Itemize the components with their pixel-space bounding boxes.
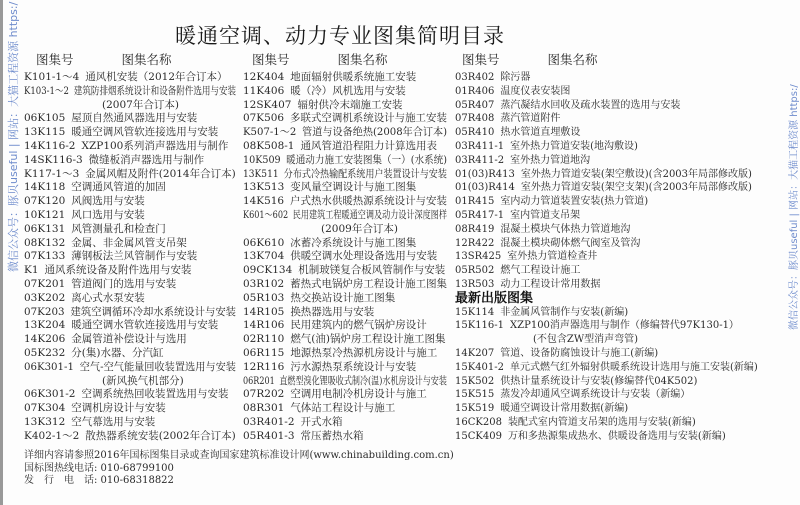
atlas-code: K601～602 bbox=[243, 208, 289, 221]
atlas-code: 02R110 bbox=[243, 333, 285, 346]
catalog-entry bbox=[243, 264, 445, 278]
atlas-code: 15K114 bbox=[455, 306, 495, 318]
atlas-name: 燃气(油)锅炉房工程设计施工图集 bbox=[290, 333, 446, 346]
atlas-code: 03R401-2 bbox=[243, 415, 295, 428]
footer-note: 详细内容请参照2016年国标图集目录或查询国家建筑标准设计网(www.chinabuilding.com.cn) bbox=[24, 450, 454, 461]
catalog-entry bbox=[243, 292, 395, 306]
catalog-entry bbox=[455, 223, 630, 237]
catalog-entry bbox=[455, 319, 739, 333]
catalog-entry bbox=[455, 85, 570, 99]
catalog-entry bbox=[24, 333, 187, 347]
atlas-name-continuation: (新风换气机部分) bbox=[102, 374, 184, 387]
section-heading: 最新出版图集 bbox=[455, 290, 534, 306]
atlas-code: K402-1～2 bbox=[24, 429, 80, 442]
atlas-code: 12R116 bbox=[243, 360, 285, 373]
column-header-1 bbox=[36, 50, 172, 68]
atlas-code: 13K115 bbox=[24, 126, 66, 139]
atlas-code: 05R401-3 bbox=[243, 429, 295, 442]
catalog-entry bbox=[243, 85, 406, 99]
catalog-entry bbox=[243, 333, 446, 347]
atlas-code: 14K118 bbox=[24, 181, 66, 194]
atlas-name: 空调系统热回收装置选用与安装 bbox=[81, 388, 229, 401]
atlas-name: 建筑防排烟系统设计和设备附件选用与安装 bbox=[73, 84, 237, 97]
catalog-entry bbox=[455, 278, 600, 292]
header-name: 图集名称 bbox=[547, 52, 598, 67]
atlas-code: 07K133 bbox=[24, 250, 66, 263]
atlas-code: 14K116-2 bbox=[24, 139, 76, 152]
atlas-name: 暖（冷）风机选用与安装 bbox=[290, 84, 406, 97]
catalog-entry bbox=[455, 237, 640, 251]
atlas-name: 蒸发冷却通风空调系统设计与安装（新编） bbox=[500, 389, 691, 401]
atlas-code: 14K516 bbox=[243, 195, 285, 208]
atlas-code: 14K206 bbox=[24, 333, 66, 346]
atlas-name: 蒸汽管道附件 bbox=[500, 113, 561, 125]
catalog-entry bbox=[243, 99, 402, 113]
atlas-name: 金属管道补偿设计与选用 bbox=[71, 333, 187, 346]
atlas-name: 管道阀门的选用与安装 bbox=[71, 277, 177, 290]
atlas-code: 13K704 bbox=[243, 250, 285, 263]
atlas-code: 03R102 bbox=[243, 277, 285, 290]
catalog-entry bbox=[243, 250, 437, 264]
catalog-entry bbox=[243, 71, 416, 85]
catalog-entry bbox=[243, 319, 427, 333]
atlas-name: 金属风帽及附件(2014年合订本) bbox=[85, 167, 236, 180]
atlas-code: 07K304 bbox=[24, 402, 66, 415]
atlas-code: 01(03)R414 bbox=[455, 182, 515, 194]
atlas-name: 空气幕选用与安装 bbox=[71, 415, 156, 428]
atlas-code: 01(03)R413 bbox=[455, 168, 515, 180]
catalog-entry bbox=[455, 306, 628, 320]
catalog-entry bbox=[455, 181, 752, 195]
atlas-code: 13R503 bbox=[455, 278, 495, 290]
catalog-entry bbox=[243, 388, 427, 402]
catalog-entry bbox=[24, 306, 236, 320]
footer bbox=[24, 450, 454, 488]
catalog-entry bbox=[24, 126, 218, 140]
atlas-code: 06K610 bbox=[243, 236, 285, 249]
atlas-name: 温度仪表安装图 bbox=[500, 85, 571, 97]
atlas-code: 06K301-1 bbox=[24, 360, 74, 373]
atlas-name: 室外热力管道安装(架空支架)(含2003年局部修改版) bbox=[520, 182, 752, 194]
atlas-code: 05R410 bbox=[455, 127, 495, 139]
catalog-entry bbox=[24, 264, 192, 278]
atlas-code: 15CK409 bbox=[455, 430, 502, 442]
footer-sales-phone: 发 行 电 话: 010-68318822 bbox=[24, 475, 174, 486]
atlas-name: 蓄热式电锅炉房工程设计施工图集 bbox=[290, 277, 447, 290]
catalog-entry bbox=[243, 402, 395, 416]
catalog-entry bbox=[243, 195, 447, 209]
atlas-code: 15K401-2 bbox=[455, 361, 505, 373]
catalog-entry bbox=[24, 292, 145, 306]
atlas-code: 13K204 bbox=[24, 319, 66, 332]
atlas-name-continuation: (不包含ZW型消声弯管) bbox=[533, 334, 639, 346]
catalog-entry bbox=[24, 71, 228, 85]
atlas-name: 机制玻镁复合板风管制作与安装 bbox=[298, 264, 446, 277]
catalog-entry bbox=[243, 140, 437, 154]
atlas-name: 空调机房设计与安装 bbox=[71, 402, 166, 415]
atlas-name: 通风管道沿程阻力计算选用表 bbox=[300, 139, 437, 152]
atlas-name: 通风机安装（2012年合订本） bbox=[85, 71, 228, 83]
page-title: 暖通空调、动力专业图集简明目录 bbox=[175, 24, 505, 48]
watermark-left: 微信公众号：豚贝useful | 网站：大猫工程资源 https:/ bbox=[7, 1, 20, 272]
atlas-code: 15K519 bbox=[455, 403, 495, 415]
atlas-code: 14R106 bbox=[243, 319, 285, 332]
atlas-code: 05R502 bbox=[455, 265, 495, 277]
atlas-name: 混凝土模块气体热力管道地沟 bbox=[500, 223, 631, 235]
catalog-entry bbox=[24, 209, 145, 223]
catalog-entry bbox=[455, 402, 628, 416]
atlas-name: 气体站工程设计与施工 bbox=[290, 402, 396, 415]
catalog-entry bbox=[243, 430, 364, 444]
catalog-entry bbox=[455, 388, 690, 402]
header-code: 图集号 bbox=[252, 52, 290, 67]
atlas-code: 12SK407 bbox=[243, 98, 292, 111]
atlas-name: 暖通空调风管软连接选用与安装 bbox=[71, 126, 219, 139]
atlas-name: 散热器系统安装(2002年合订本) bbox=[85, 429, 236, 442]
atlas-code: 11K406 bbox=[243, 84, 285, 97]
atlas-code: 06K131 bbox=[24, 222, 66, 235]
atlas-name: 供暖空调水处理设备选用与安装 bbox=[290, 250, 438, 263]
atlas-name: 空调用电制冷机房设计与施工 bbox=[290, 388, 427, 401]
footer-hotline: 国标图热线电话: 010-68799100 bbox=[24, 462, 174, 474]
atlas-code: 03R402 bbox=[455, 72, 495, 83]
atlas-name: 民用建筑工程暖通空调及动力设计深度图样 bbox=[292, 208, 448, 221]
atlas-code: 07R202 bbox=[243, 388, 285, 401]
atlas-name: 冰蓄冷系统设计与施工图集 bbox=[290, 236, 417, 249]
atlas-code: 06K301-2 bbox=[24, 388, 76, 401]
catalog-entry bbox=[24, 430, 236, 444]
catalog-entry bbox=[455, 112, 560, 126]
atlas-name: 地面辐射供暖系统施工安装 bbox=[290, 71, 417, 83]
atlas-code: 10K509 bbox=[243, 153, 281, 166]
catalog-entry bbox=[455, 209, 580, 223]
atlas-code: 08R419 bbox=[455, 223, 495, 235]
atlas-code: 10K121 bbox=[24, 208, 66, 221]
atlas-code: 06R201 bbox=[243, 374, 275, 387]
atlas-name: 换热器选用与安装 bbox=[290, 305, 375, 318]
atlas-code: 05K232 bbox=[24, 346, 66, 359]
catalog-entry bbox=[455, 416, 696, 430]
catalog-entry bbox=[243, 237, 416, 251]
header-name: 图集名称 bbox=[121, 52, 172, 67]
atlas-name: 动力工程设计常用数据 bbox=[500, 278, 601, 290]
catalog-entry bbox=[24, 402, 166, 416]
atlas-code: 07K120 bbox=[24, 195, 66, 208]
atlas-code: 13SR425 bbox=[455, 251, 502, 263]
atlas-name: XZP100消声器选用与制作（修编替代97K130-1） bbox=[510, 320, 739, 332]
atlas-name: 常压蓄热水箱 bbox=[300, 429, 364, 442]
atlas-name: 热水管道直埋敷设 bbox=[500, 127, 581, 139]
atlas-code: K507-1～2 bbox=[243, 126, 297, 139]
catalog-entry bbox=[24, 85, 236, 99]
catalog-entry bbox=[455, 154, 590, 168]
atlas-name: 分(集)水器、分汽缸 bbox=[71, 346, 164, 359]
atlas-code: 05R417-1 bbox=[455, 209, 505, 221]
catalog-entry bbox=[243, 361, 416, 375]
atlas-name: 变风量空调设计与施工图集 bbox=[290, 181, 417, 194]
catalog-entry bbox=[24, 154, 204, 168]
catalog-entry bbox=[243, 209, 447, 223]
atlas-code: 06K105 bbox=[24, 112, 66, 125]
catalog-entry bbox=[455, 195, 648, 209]
atlas-code: K103-1～2 bbox=[24, 84, 69, 97]
column-header-3 bbox=[462, 50, 598, 68]
atlas-name: 暖通空调设计常用数据(新编) bbox=[500, 403, 629, 415]
atlas-name: 地源热泵冷热源机房设计与施工 bbox=[290, 346, 438, 359]
atlas-name: 燃气工程设计施工 bbox=[500, 265, 581, 277]
atlas-code: 08K508-1 bbox=[243, 139, 295, 152]
catalog-entry bbox=[24, 388, 228, 402]
atlas-code: K117-1～3 bbox=[24, 167, 80, 180]
atlas-name: 风管测量孔和检查门 bbox=[71, 222, 166, 235]
atlas-name: 分布式冷热输配系统用户装置设计与安装 bbox=[283, 167, 447, 180]
atlas-code: 08K132 bbox=[24, 236, 66, 249]
catalog-entry bbox=[24, 181, 166, 195]
atlas-name: 室内动力管道装置安装(热力管道) bbox=[500, 196, 649, 208]
catalog-entry bbox=[243, 154, 447, 168]
atlas-name: 热交换站设计施工图集 bbox=[290, 291, 396, 304]
catalog-entry bbox=[24, 237, 187, 251]
atlas-name: 暖通空调水管软连接选用与安装 bbox=[71, 319, 219, 332]
atlas-name: 空气-空气能量回收装置选用与安装 bbox=[79, 360, 236, 373]
atlas-name: 金属、非金属风管支吊架 bbox=[71, 236, 187, 249]
atlas-code: 03R411-1 bbox=[455, 140, 505, 152]
atlas-code: 01R415 bbox=[455, 196, 495, 208]
atlas-name: 通风系统设备及附件选用与安装 bbox=[44, 264, 192, 277]
atlas-name: 直燃型溴化锂吸收式制冷(温)水机房设计与安装 bbox=[279, 374, 447, 387]
atlas-name: 室外热力管道检查井 bbox=[507, 251, 598, 263]
catalog-entry bbox=[243, 112, 447, 126]
catalog-entry bbox=[243, 306, 374, 320]
atlas-name-continuation: (2009年合订本) bbox=[321, 222, 398, 235]
atlas-code: 05R103 bbox=[243, 291, 285, 304]
atlas-name: 户式热水供暖热源系统设计与安装 bbox=[290, 195, 447, 208]
atlas-name: 万和多热源集成热水、供暖设备选用与安装(新编) bbox=[507, 430, 726, 442]
atlas-code: 08R301 bbox=[243, 402, 285, 415]
catalog-entry bbox=[24, 140, 228, 154]
atlas-code: 16CK208 bbox=[455, 416, 502, 428]
atlas-code: K1 bbox=[24, 264, 39, 277]
atlas-name: 管道、设备防腐蚀设计与施工(新编) bbox=[500, 347, 659, 359]
catalog-entry bbox=[24, 195, 145, 209]
header-name: 图集名称 bbox=[337, 52, 388, 67]
catalog-entry bbox=[24, 278, 176, 292]
catalog-entry bbox=[24, 112, 197, 126]
atlas-name: 污水源热泵系统设计与安装 bbox=[290, 360, 417, 373]
catalog-entry bbox=[24, 168, 236, 182]
atlas-code: 01R406 bbox=[455, 85, 495, 97]
atlas-name: 屋顶自然通风器选用与安装 bbox=[71, 112, 198, 125]
catalog-entry bbox=[455, 250, 597, 264]
atlas-name: 离心式水泵安装 bbox=[71, 291, 145, 304]
catalog-entry bbox=[243, 416, 343, 430]
atlas-code: 07K203 bbox=[24, 305, 65, 318]
atlas-code: 13K513 bbox=[243, 181, 285, 194]
column-header-2 bbox=[252, 50, 388, 68]
catalog-entry bbox=[24, 361, 236, 375]
watermark-right: 微信公众号：豚贝useful | 网站：大猫工程资源 https:/ bbox=[789, 84, 800, 330]
atlas-name: 建筑空调循环冷却水系统设计与安装 bbox=[70, 305, 237, 318]
atlas-code: 03K202 bbox=[24, 291, 66, 304]
atlas-name: 管道与设备绝热(2008年合订本) bbox=[302, 126, 448, 139]
atlas-name: 除污器 bbox=[500, 72, 531, 83]
atlas-name: 供热计量系统设计与安装(修编替代04K502) bbox=[500, 375, 698, 387]
atlas-name: 暖通动力施工安装图集（一）(水系统) bbox=[286, 153, 448, 166]
atlas-name: 民用建筑内的燃气锅炉房设计 bbox=[290, 319, 427, 332]
atlas-name: 室内管道支吊架 bbox=[510, 209, 581, 221]
atlas-name: 室外热力管道安装(地沟敷设) bbox=[510, 140, 638, 152]
catalog-entry bbox=[455, 347, 658, 361]
atlas-code: 13K511 bbox=[243, 167, 279, 180]
atlas-code: 09CK134 bbox=[243, 264, 293, 277]
atlas-name: 薄钢板法兰风管制作与安装 bbox=[71, 250, 198, 263]
atlas-code: 06R115 bbox=[243, 346, 285, 359]
catalog-entry bbox=[455, 168, 752, 182]
atlas-name: 风阀选用与安装 bbox=[71, 195, 145, 208]
catalog-entry bbox=[243, 347, 437, 361]
atlas-name: 辐射供冷末端施工安装 bbox=[297, 98, 403, 111]
atlas-name: 风口选用与安装 bbox=[71, 208, 145, 221]
atlas-name: 单元式燃气红外辐射供暖系统设计选用与施工安装(新编) bbox=[510, 361, 758, 373]
atlas-code: 12K404 bbox=[243, 71, 285, 83]
atlas-name: 空调通风管道的加固 bbox=[71, 181, 166, 194]
atlas-code: K101-1～4 bbox=[24, 71, 80, 83]
atlas-code: 14K207 bbox=[455, 347, 495, 359]
atlas-name: 装配式室内管道支吊架的选用与安装(新编) bbox=[507, 416, 696, 428]
atlas-name: 室外热力管道地沟 bbox=[510, 154, 591, 166]
atlas-name: 微缝板消声器选用与制作 bbox=[88, 153, 205, 166]
catalog-entry bbox=[455, 126, 580, 140]
atlas-code: 07K506 bbox=[243, 112, 285, 125]
atlas-code: 14SK116-3 bbox=[24, 153, 83, 166]
catalog-entry bbox=[243, 278, 447, 292]
catalog-entry bbox=[243, 375, 447, 389]
atlas-code: 14R105 bbox=[243, 305, 285, 318]
atlas-code: 07R408 bbox=[455, 113, 495, 125]
atlas-code: 15K116-1 bbox=[455, 320, 505, 332]
atlas-code: 15K502 bbox=[455, 375, 495, 387]
atlas-code: 13K312 bbox=[24, 415, 66, 428]
atlas-name: 多联式空调机系统设计与施工安装 bbox=[290, 112, 447, 125]
catalog-entry bbox=[243, 126, 447, 140]
catalog-entry bbox=[455, 140, 638, 154]
atlas-name: 蒸汽凝结水回收及疏水装置的选用与安装 bbox=[500, 99, 681, 111]
header-code: 图集号 bbox=[36, 52, 74, 67]
catalog-entry bbox=[455, 361, 758, 375]
catalog-entry bbox=[24, 319, 218, 333]
scan-edge bbox=[0, 0, 3, 505]
atlas-name: XZP100系列消声器选用与制作 bbox=[81, 139, 229, 152]
atlas-code: 15K515 bbox=[455, 389, 495, 401]
catalog-entry bbox=[24, 347, 163, 361]
catalog-entry bbox=[455, 99, 680, 113]
atlas-name: 非金属风管制作与安装(新编) bbox=[500, 306, 629, 318]
atlas-code: 12R422 bbox=[455, 237, 495, 249]
atlas-code: 03R411-2 bbox=[455, 154, 505, 166]
atlas-name: 开式水箱 bbox=[300, 415, 343, 428]
header-code: 图集号 bbox=[462, 52, 500, 67]
catalog-entry bbox=[455, 375, 697, 389]
catalog-entry bbox=[455, 430, 726, 444]
catalog-column-3 bbox=[455, 71, 758, 444]
atlas-name: 混凝土模块砌体燃气阀室及管沟 bbox=[500, 237, 641, 249]
atlas-code: 07K201 bbox=[24, 277, 66, 290]
atlas-name-continuation: (2007年合订本) bbox=[102, 98, 179, 111]
atlas-code: 05R407 bbox=[455, 99, 495, 111]
atlas-name: 室外热力管道安装(架空敷设)(含2003年局部修改版) bbox=[520, 168, 752, 180]
catalog-entry bbox=[243, 168, 447, 182]
catalog-entry bbox=[455, 71, 530, 85]
catalog-entry bbox=[24, 223, 166, 237]
catalog-entry bbox=[243, 181, 416, 195]
catalog-entry bbox=[24, 416, 155, 430]
catalog-entry bbox=[455, 264, 580, 278]
catalog-entry bbox=[24, 250, 197, 264]
